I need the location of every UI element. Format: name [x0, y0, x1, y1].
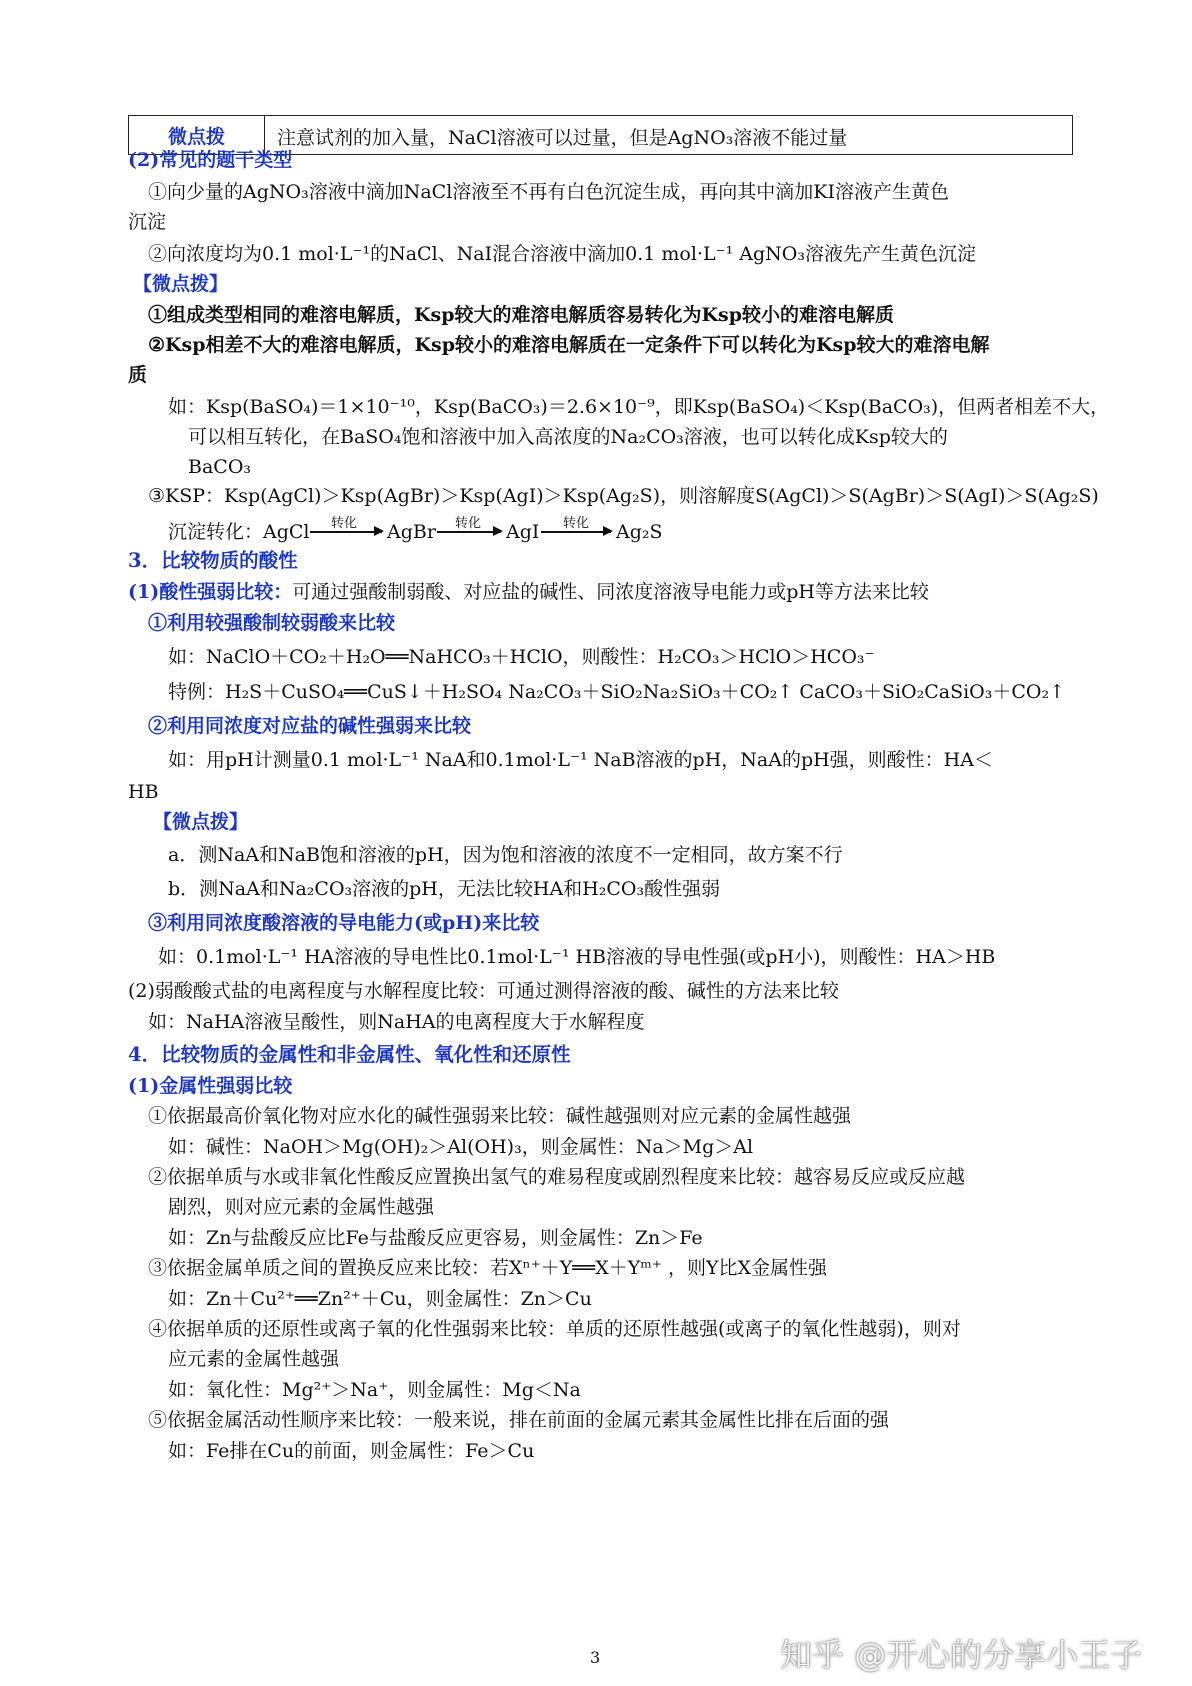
- text-line: [128, 580, 929, 604]
- text-line: ①依据最高价氧化物对应水化的碱性强弱来比较：碱性越强则对应元素的金属性越强: [148, 1105, 852, 1127]
- watermark: 知乎 @开心的分享小王子: [780, 1636, 1143, 1674]
- section-heading: 3．比较物质的酸性: [128, 549, 298, 572]
- tip-label: 微点拨: [129, 116, 265, 154]
- text-line: ⑤依据金属活动性顺序来比较：一般来说，排在前面的金属元素其金属性比排在后面的强: [148, 1409, 890, 1431]
- text-line: 如：NaHA溶液呈酸性，则NaHA的电离程度大于水解程度: [148, 1011, 645, 1033]
- text-line: b．测NaA和Na₂CO₃溶液的pH，无法比较HA和H₂CO₃酸性强弱: [168, 878, 721, 900]
- subheading: ②利用同浓度对应盐的碱性强弱来比较: [148, 715, 472, 737]
- text-line: ③依据金属单质之间的置换反应来比较：若Xⁿ⁺＋Y══X＋Yᵐ⁺ ，则Y比X金属性强: [148, 1257, 828, 1279]
- text-line: 应元素的金属性越强: [168, 1348, 340, 1370]
- text-line: ①向少量的AgNO₃溶液中滴加NaCl溶液至不再有白色沉淀生成，再向其中滴加KI溶液产生黄色: [148, 181, 949, 203]
- text-line: 如：氧化性：Mg²⁺＞Na⁺，则金属性：Mg＜Na: [168, 1379, 581, 1401]
- conversion-start: 沉淀转化：AgCl: [168, 521, 310, 543]
- text-line: (2)弱酸酸式盐的电离程度与水解程度比较：可通过测得溶液的酸、碱性的方法来比较: [128, 980, 839, 1002]
- text-line: 质: [128, 364, 148, 386]
- text-line: 可以相互转化，在BaSO₄饱和溶液中加入高浓度的Na₂CO₃溶液，也可以转化成Ksp较大的: [188, 426, 948, 448]
- section-heading: 4．比较物质的金属性和非金属性、氧化性和还原性: [128, 1043, 571, 1066]
- text-line: ①组成类型相同的难溶电解质，Ksp较大的难溶电解质容易转化为Ksp较小的难溶电解质: [148, 304, 894, 326]
- conversion-mid: AgI: [506, 521, 540, 543]
- text-line: HB: [128, 781, 159, 803]
- text-line: 如：用pH计测量0.1 mol·L⁻¹ NaA和0.1mol·L⁻¹ NaB溶液的pH，NaA的pH强，则酸性：HA＜: [168, 749, 993, 771]
- tip-content: 注意试剂的加入量，NaCl溶液可以过量，但是AgNO₃溶液不能过量: [277, 127, 848, 149]
- text-line: ②依据单质与水或非氧化性酸反应置换出氢气的难易程度或剧烈程度来比较：越容易反应或反应越: [148, 1166, 966, 1188]
- text-line: ②Ksp相差不大的难溶电解质，Ksp较小的难溶电解质在一定条件下可以转化为Ksp较大的难溶电解: [148, 334, 990, 356]
- text-line: 剧烈，则对应元素的金属性越强: [168, 1196, 435, 1218]
- text-line: 如：Fe排在Cu的前面，则金属性：Fe＞Cu: [168, 1440, 535, 1462]
- subheading: ③利用同浓度酸溶液的导电能力(或pH)来比较: [148, 912, 540, 934]
- conversion-mid: AgBr: [387, 521, 436, 543]
- conversion-end: Ag₂S: [616, 521, 663, 543]
- text-line: 如：Zn＋Cu²⁺══Zn²⁺＋Cu，则金属性：Zn＞Cu: [168, 1288, 592, 1310]
- subheading: ①利用较强酸制较弱酸来比较: [148, 612, 396, 634]
- subheading: (1)金属性强弱比较: [128, 1075, 293, 1097]
- text-line: 如：0.1mol·L⁻¹ HA溶液的导电性比0.1mol·L⁻¹ HB溶液的导电性强(或pH小)，则酸性：HA＞HB: [158, 946, 996, 968]
- right-arrow-icon: [310, 531, 382, 533]
- text-line-lead: (1)酸性强弱比较：: [128, 581, 293, 603]
- text-line: 如：碱性：NaOH＞Mg(OH)₂＞Al(OH)₃，则金属性：Na＞Mg＞Al: [168, 1136, 754, 1158]
- text-line: 特例：H₂S＋CuSO₄══CuS↓＋H₂SO₄ Na₂CO₃＋SiO₂Na₂SiO₃＋CO₂↑ CaCO₃＋SiO₂CaSiO₃＋CO₂↑: [168, 681, 1066, 703]
- text-line: 如：Zn与盐酸反应比Fe与盐酸反应更容易，则金属性：Zn＞Fe: [168, 1227, 703, 1249]
- subheading: (2)常见的题干类型: [128, 149, 293, 171]
- arrow-label: 转化: [331, 516, 358, 531]
- text-line: ②向浓度均为0.1 mol·L⁻¹的NaCl、NaI混合溶液中滴加0.1 mol·L⁻¹ AgNO₃溶液先产生黄色沉淀: [148, 243, 976, 265]
- text-line: ③KSP：Ksp(AgCl)＞Ksp(AgBr)＞Ksp(AgI)＞Ksp(Ag₂S)，则溶解度S(AgCl)＞S(AgBr)＞S(AgI)＞S(Ag₂S): [148, 485, 1099, 507]
- right-arrow-icon: [541, 531, 611, 533]
- page-number: 3: [590, 1648, 601, 1667]
- arrow-label: 转化: [563, 516, 590, 531]
- text-line: 沉淀: [128, 211, 167, 233]
- text-line: a．测NaA和NaB饱和溶液的pH，因为饱和溶液的浓度不一定相同，故方案不行: [168, 844, 843, 866]
- text-line: 如：Ksp(BaSO₄)＝1×10⁻¹⁰，Ksp(BaCO₃)＝2.6×10⁻⁹，即Ksp(BaSO₄)＜Ksp(BaCO₃)，但两者相差不大，: [168, 396, 1110, 418]
- tip-heading: 【微点拨】: [133, 273, 229, 295]
- right-arrow-icon: [437, 531, 501, 533]
- tip-heading: 【微点拨】: [153, 811, 249, 833]
- text-line: 如：NaClO＋CO₂＋H₂O══NaHCO₃＋HClO，则酸性：H₂CO₃＞HClO＞HCO₃⁻: [168, 646, 875, 668]
- arrow-label: 转化: [455, 516, 482, 531]
- text-line-rest: 可通过强酸制弱酸、对应盐的碱性、同浓度溶液导电能力或pH等方法来比较: [292, 581, 929, 603]
- text-line: ④依据单质的还原性或离子氧的化性强弱来比较：单质的还原性越强(或离子的氧化性越弱)，则对: [148, 1318, 961, 1340]
- text-line: BaCO₃: [188, 456, 252, 478]
